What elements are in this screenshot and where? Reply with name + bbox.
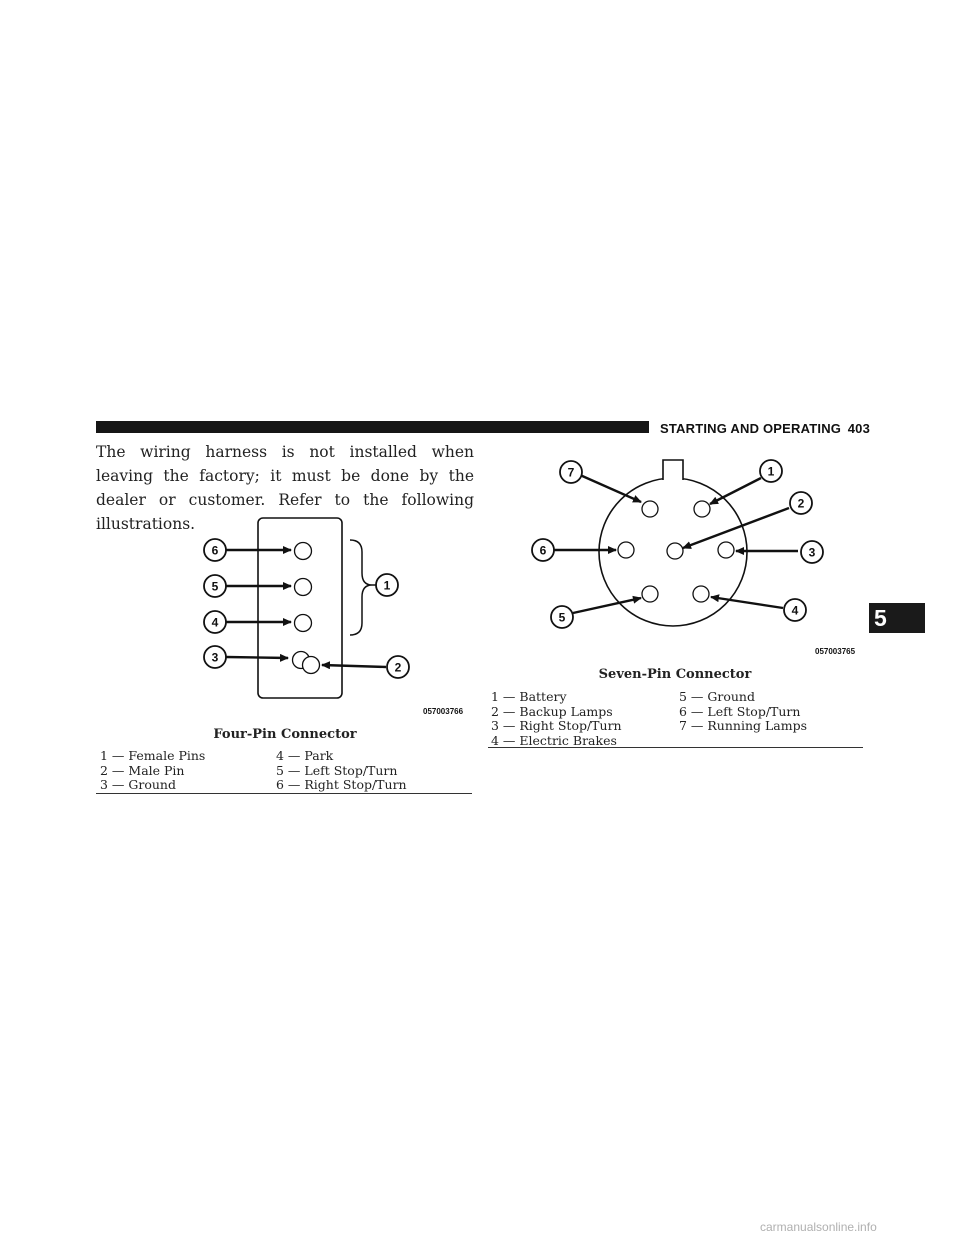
legend-item: 5 — Left Stop/Turn <box>276 762 398 778</box>
pin <box>642 586 658 602</box>
pin <box>642 501 658 517</box>
pin <box>667 543 683 559</box>
svg-text:4: 4 <box>791 603 799 618</box>
male-pin-front <box>303 657 320 674</box>
callout-2 <box>387 656 409 678</box>
legend-item: 1 — Battery <box>491 689 567 704</box>
four-pin-legend <box>100 749 472 794</box>
callout-3 <box>801 541 823 563</box>
pin <box>295 543 312 560</box>
legend-item: 5 — Ground <box>679 689 755 704</box>
four-pin-caption: Four-Pin Connector <box>213 727 357 742</box>
intro-paragraph: The wiring harness is not installed when leaving the factory; it must be done by the dealer or customer. Refer to the following illustrations. <box>96 443 474 533</box>
legend-item: 3 — Right Stop/Turn <box>491 718 622 733</box>
svg-text:3: 3 <box>211 650 219 665</box>
callout-3 <box>204 646 226 668</box>
svg-text:1: 1 <box>383 578 391 593</box>
svg-text:6: 6 <box>539 543 547 558</box>
svg-text:5: 5 <box>558 610 566 625</box>
callout-1 <box>760 460 782 482</box>
header-bar <box>96 421 649 433</box>
pin <box>618 542 634 558</box>
chapter-tab: 5 <box>869 603 925 633</box>
pin <box>694 501 710 517</box>
callout-6 <box>204 539 226 561</box>
female-pins-bracket <box>350 540 372 635</box>
svg-text:1: 1 <box>767 464 775 479</box>
four-pin-rule <box>96 793 472 794</box>
svg-text:6: 6 <box>211 543 219 558</box>
callout-4 <box>204 611 226 633</box>
legend-item: 1 — Female Pins <box>100 748 206 763</box>
pin <box>295 615 312 632</box>
callout-7 <box>560 461 582 483</box>
legend-item: 6 — Right Stop/Turn <box>276 777 407 792</box>
legend-item: 2 — Backup Lamps <box>491 703 613 719</box>
watermark: carmanualsonline.info <box>760 1220 877 1234</box>
legend-item: 7 — Running Lamps <box>679 718 808 733</box>
callout-4 <box>784 599 806 621</box>
callout-1 <box>376 574 398 596</box>
pin <box>295 579 312 596</box>
legend-item: 6 — Left Stop/Turn <box>679 703 801 719</box>
callout-6 <box>532 539 554 561</box>
legend-item: 4 — Park <box>276 748 334 763</box>
seven-pin-caption: Seven-Pin Connector <box>598 667 752 682</box>
callout-5 <box>204 575 226 597</box>
pin <box>718 542 734 558</box>
svg-text:3: 3 <box>808 545 816 560</box>
legend-item: 2 — Male Pin <box>100 762 185 778</box>
four-pin-diagram <box>190 505 480 720</box>
callout-5 <box>551 606 573 628</box>
connector-key <box>663 460 683 480</box>
svg-text:5: 5 <box>211 579 219 594</box>
figure-id: 057003765 <box>815 647 856 656</box>
svg-text:4: 4 <box>211 615 219 630</box>
svg-text:7: 7 <box>567 465 575 480</box>
legend-item: 3 — Ground <box>100 777 176 792</box>
seven-pin-diagram <box>525 455 870 660</box>
figure-id: 057003766 <box>423 707 464 716</box>
seven-pin-rule <box>488 747 863 748</box>
svg-text:2: 2 <box>797 496 805 511</box>
running-header <box>660 419 870 437</box>
callout-2 <box>790 492 812 514</box>
svg-text:2: 2 <box>394 660 402 675</box>
seven-pin-legend <box>491 690 863 748</box>
section-title: STARTING AND OPERATING <box>660 420 842 436</box>
page-number: 403 <box>847 420 870 436</box>
pin <box>693 586 709 602</box>
legend-item: 4 — Electric Brakes <box>491 732 617 748</box>
